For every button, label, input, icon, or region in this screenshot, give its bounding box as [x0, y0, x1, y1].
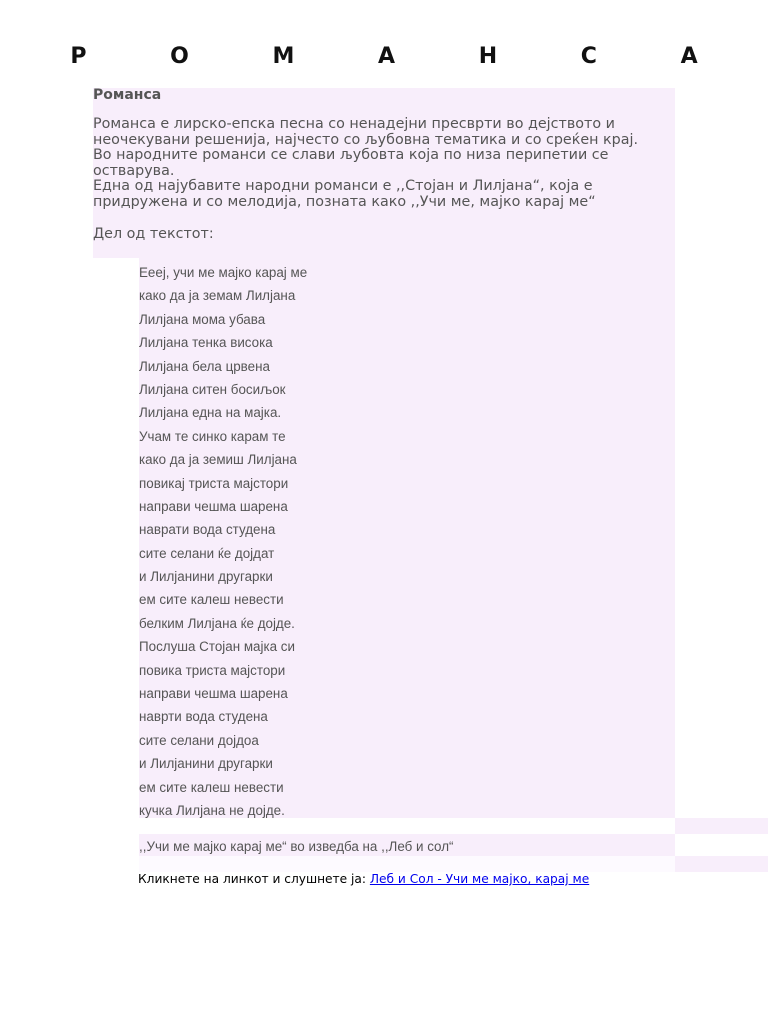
- poem-line: ем сите калеш невести: [139, 592, 284, 608]
- page-title: Р О М А Н С А: [70, 44, 736, 69]
- poem-line: и Лилјанини другарки: [139, 569, 273, 585]
- intro-paragraph: Романса е лирско-епска песна со ненадејни пресврти во дејството и неочекувани решенија, најчесто со љубовна тематика и со среќен крај.: [93, 116, 639, 148]
- poem-line: ем сите калеш невести: [139, 779, 284, 795]
- poem-line: наврти вода студена: [139, 709, 268, 725]
- poem-line: како да ја земиш Лилјана: [139, 452, 297, 468]
- poem-line: Послуша Стојан мајка си: [139, 639, 295, 655]
- poem-line: кучка Лилјана не дојде.: [139, 802, 285, 818]
- intro-text: [93, 117, 668, 210]
- song-link[interactable]: Леб и Сол - Учи ме мајко, карај ме: [369, 872, 590, 886]
- poem-line: наврати вода студена: [139, 522, 276, 538]
- poem-line: повикај триста мајстори: [139, 475, 289, 491]
- intro-paragraph: Во народните романси се слави љубовта која по низа перипетии се остварува.: [93, 147, 609, 179]
- poem-lines: [139, 262, 307, 823]
- poem-line: Лилјана тенка висока: [139, 335, 273, 351]
- poem-line: како да ја земам Лилјана: [139, 288, 296, 304]
- intro-paragraph: Една од најубавите народни романси е ,,Стојан и Лилјана“, која е придружена и со мелодија, позната како ,,Учи ме, мајко карај ме“: [93, 178, 596, 210]
- poem-line: направи чешма шарена: [139, 686, 288, 702]
- poem-line: Лилјана една на мајка.: [139, 405, 282, 421]
- poem-line: и Лилјанини другарки: [139, 756, 273, 772]
- highlight-fragment: [139, 856, 675, 872]
- poem-line: Еееј, учи ме мајко карај ме: [139, 265, 308, 280]
- poem-line: направи чешма шарена: [139, 498, 288, 514]
- poem-line: Лилјана ситен босиљок: [139, 381, 286, 397]
- poem-line: повика триста мајстори: [139, 662, 286, 678]
- performance-caption: ,,Учи ме мајко карај ме“ во изведба на ,,Леб и сол“: [139, 839, 454, 854]
- section-heading: Романса: [93, 87, 162, 103]
- highlight-fragment: [675, 818, 768, 834]
- poem-line: белким Лилјана ќе дојде.: [139, 615, 295, 631]
- poem-line: сите селани ќе дојдат: [139, 545, 275, 561]
- listen-prefix: Кликнете на линкот и слушнете ја:: [138, 872, 370, 886]
- poem-line: сите селани дојдоа: [139, 732, 259, 748]
- poem-line: Лилјана бела црвена: [139, 358, 270, 374]
- poem-line: Учам те синко карам те: [139, 428, 286, 444]
- excerpt-label: Дел од текстот:: [93, 226, 214, 242]
- poem-line: Лилјана мома убава: [139, 311, 266, 327]
- highlight-fragment: [675, 856, 768, 872]
- listen-line: [138, 872, 589, 886]
